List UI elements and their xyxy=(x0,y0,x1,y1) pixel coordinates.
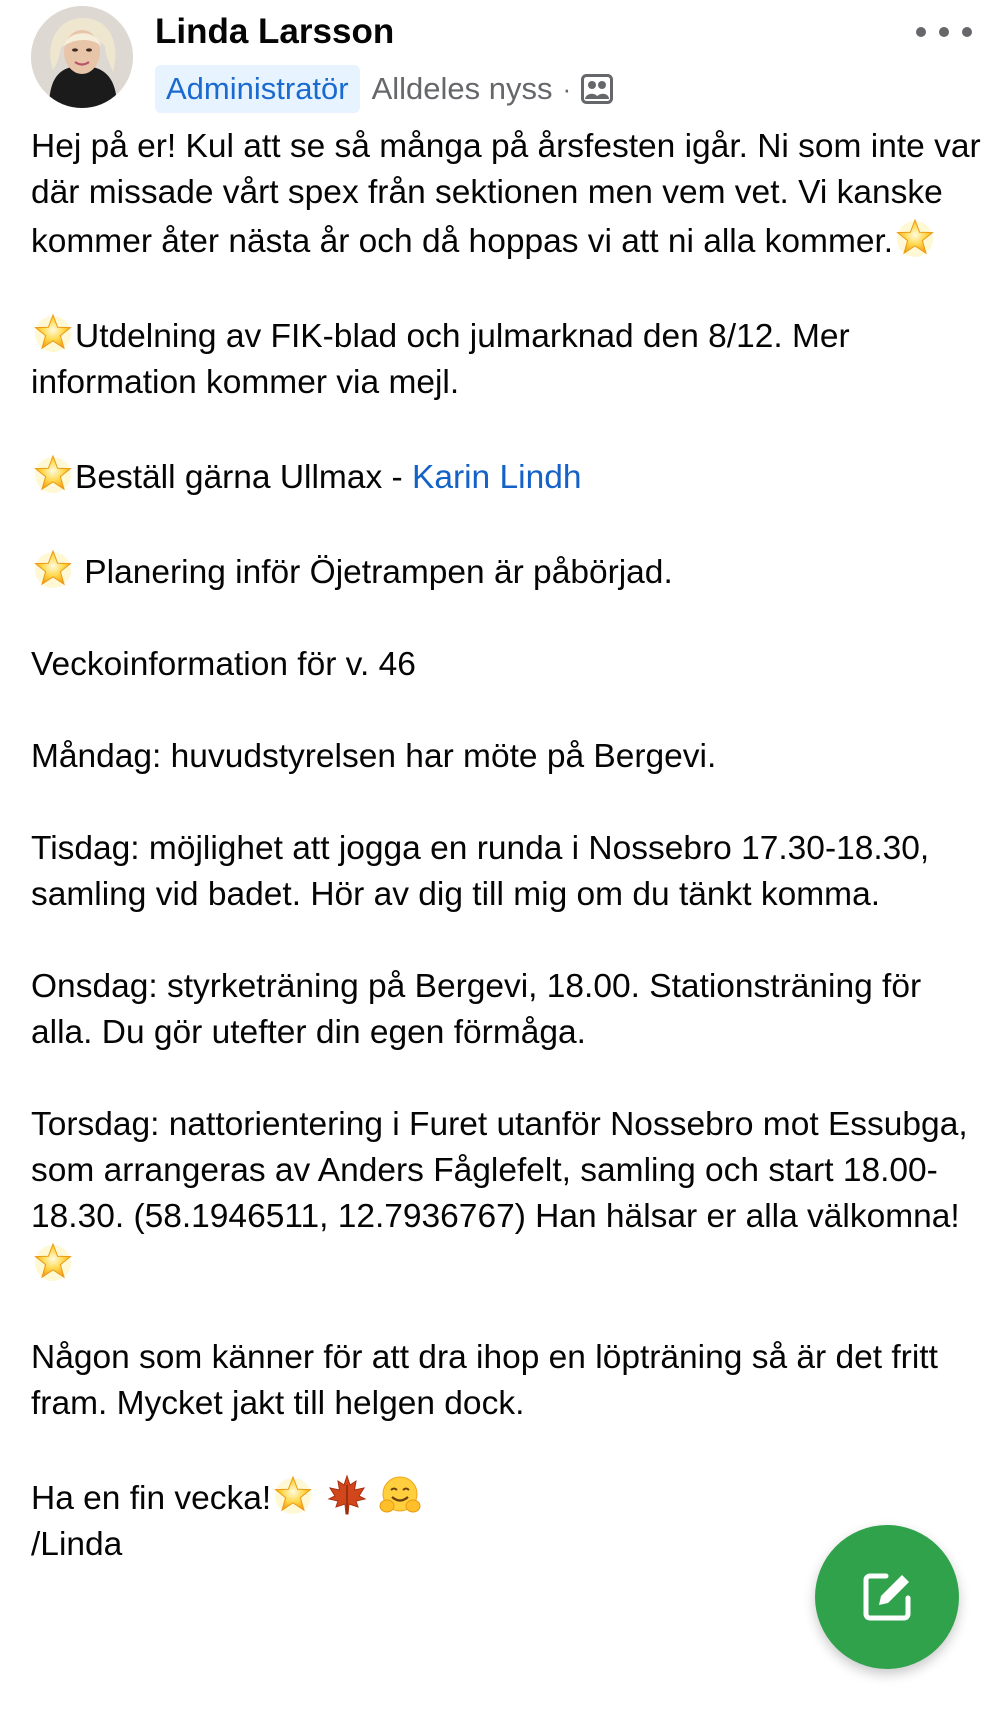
closing-text: Ha en fin vecka! xyxy=(31,1480,272,1517)
monday-text: Måndag: huvudstyrelsen har möte på Bergevi. xyxy=(31,738,717,775)
post-meta xyxy=(155,64,613,114)
meta-separator: · xyxy=(562,73,572,104)
author-name[interactable]: Linda Larsson xyxy=(155,12,395,51)
wednesday-text: Onsdag: styrketräning på Bergevi, 18.00. Stationsträning för alla. Du gör utefter din egen förmåga. xyxy=(31,968,922,1051)
glowing-star-icon xyxy=(271,1473,315,1517)
glowing-star-icon xyxy=(31,547,75,591)
mention-link[interactable]: Karin Lindh xyxy=(411,459,582,496)
signature-text: /Linda xyxy=(31,1526,123,1563)
compose-button[interactable] xyxy=(815,1525,959,1669)
more-options-button[interactable] xyxy=(916,14,972,50)
hugging-face-icon xyxy=(378,1473,422,1517)
more-dot-icon xyxy=(962,27,972,37)
post-paragraph xyxy=(31,547,981,596)
author-avatar[interactable] xyxy=(31,6,133,108)
maple-leaf-icon xyxy=(325,1473,369,1517)
week-heading: Veckoinformation för v. 46 xyxy=(31,646,416,683)
glowing-star-icon xyxy=(893,216,937,260)
post-paragraph xyxy=(31,1473,981,1522)
post-paragraph xyxy=(31,452,981,501)
item-planning-text: Planering inför Öjetrampen är påbörjad. xyxy=(75,554,673,591)
post-body xyxy=(31,124,981,1568)
post-paragraph xyxy=(31,311,981,406)
post-paragraph xyxy=(31,1102,981,1289)
glowing-star-icon xyxy=(31,1240,75,1284)
more-dot-icon xyxy=(939,27,949,37)
role-badge[interactable]: Administratör xyxy=(155,65,360,113)
glowing-star-icon xyxy=(31,311,75,355)
glowing-star-icon xyxy=(31,452,75,496)
item-ullmax-text: Beställ gärna Ullmax - xyxy=(75,459,412,496)
post-paragraph xyxy=(31,124,981,265)
group-members-icon xyxy=(581,74,613,104)
compose-icon xyxy=(858,1568,916,1626)
intro-text: Hej på er! Kul att se så många på årsfesten igår. Ni som inte var där missade vårt spex från sektionen men vem vet. Vi kanske kommer åter nästa år och då hoppas vi att ni alla kommer. xyxy=(31,128,981,260)
extra-text: Någon som känner för att dra ihop en löpträning så är det fritt fram. Mycket jakt till helgen dock. xyxy=(31,1339,938,1422)
more-dot-icon xyxy=(916,27,926,37)
thursday-text: Torsdag: nattorientering i Furet utanför Nossebro mot Essubga, som arrangeras av Anders Fåglefelt, samling och start 18.00-18.30. (58.1946511, 12.7936767) Han hälsar er alla välkomna! xyxy=(31,1106,968,1235)
item-fik-text: Utdelning av FIK-blad och julmarknad den 8/12. Mer information kommer via mejl. xyxy=(31,318,850,401)
post-timestamp[interactable]: Alldeles nyss xyxy=(371,71,553,106)
tuesday-text: Tisdag: möjlighet att jogga en runda i Nossebro 17.30-18.30, samling vid badet. Hör av dig till mig om du tänkt komma. xyxy=(31,830,930,913)
